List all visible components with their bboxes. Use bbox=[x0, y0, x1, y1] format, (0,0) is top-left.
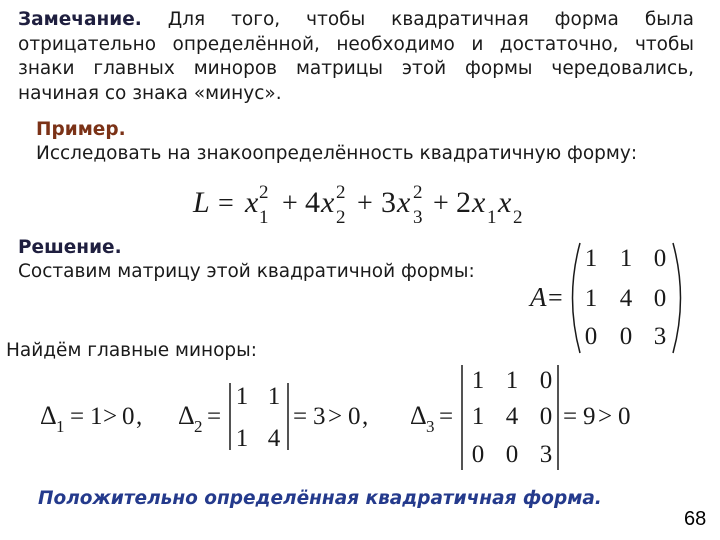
delta-3-symbol: Δ bbox=[410, 401, 427, 430]
delta-1-eq: = bbox=[70, 403, 85, 430]
matrix-a-cell: 3 bbox=[653, 323, 667, 350]
page-number: 68 bbox=[684, 508, 707, 530]
remark-label: Замечание. bbox=[18, 9, 142, 30]
delta-2-cell: 1 bbox=[235, 383, 249, 410]
delta-2-eq2: = bbox=[293, 403, 308, 430]
delta-3-cell: 1 bbox=[505, 367, 519, 394]
delta-1-comma: , bbox=[136, 403, 143, 430]
formula-x1b: x bbox=[472, 186, 486, 219]
solution-text: Составим матрицу этой квадратичной формы: bbox=[18, 261, 475, 282]
delta-3-eq: = bbox=[439, 403, 454, 430]
delta-3-cell: 0 bbox=[471, 441, 485, 468]
formula-x1b-sub: 1 bbox=[487, 207, 497, 228]
minors-text: Найдём главные миноры: bbox=[6, 340, 258, 361]
matrix-a-eq: = bbox=[548, 283, 563, 312]
formula-x2-sub: 2 bbox=[336, 207, 346, 228]
delta-3-zero: 0 bbox=[618, 403, 631, 430]
delta-2-zero: 0 bbox=[348, 403, 361, 430]
delta-3-cell: 1 bbox=[471, 367, 485, 394]
minor-delta-1 bbox=[40, 401, 142, 436]
delta-3-cell: 0 bbox=[539, 367, 553, 394]
delta-2-comma: , bbox=[362, 403, 369, 430]
conclusion: Положительно определённая квадратичная форма. bbox=[38, 488, 602, 509]
delta-2-symbol: Δ bbox=[178, 401, 195, 430]
matrix-a-cell: 0 bbox=[653, 245, 667, 272]
quadratic-form-formula bbox=[192, 182, 523, 228]
remark-line-2: отрицательно определённой, необходимо и достаточно, чтобы bbox=[18, 33, 694, 55]
formula-x2b: x bbox=[498, 186, 512, 219]
formula-plus2: + bbox=[357, 188, 373, 219]
example-text: Исследовать на знакоопределённость квадратичную форму: bbox=[36, 143, 638, 164]
delta-1-sub: 1 bbox=[56, 417, 65, 436]
formula-lhs: L bbox=[193, 186, 210, 219]
remark-line-4: начиная со знака «минус». bbox=[18, 82, 282, 104]
formula-coef-2: 2 bbox=[456, 186, 471, 219]
example-label: Пример. bbox=[36, 119, 126, 140]
delta-3-value: 9 bbox=[583, 403, 596, 430]
matrix-a-cell: 1 bbox=[584, 285, 598, 312]
matrix-a-name: A bbox=[530, 282, 547, 312]
remark-line-3: знаки главных миноров матрицы этой формы чередовались, bbox=[18, 58, 694, 79]
formula-plus1: + bbox=[282, 188, 298, 219]
delta-2-value: 3 bbox=[313, 403, 326, 430]
delta-2-eq: = bbox=[207, 403, 222, 430]
matrix-a-cell: 0 bbox=[653, 285, 667, 312]
formula-x2: x bbox=[321, 186, 335, 219]
delta-2-cell: 4 bbox=[267, 425, 281, 452]
delta-1-value: 1 bbox=[90, 403, 103, 430]
delta-1-zero: 0 bbox=[122, 403, 135, 430]
delta-2-sub: 2 bbox=[194, 417, 203, 436]
matrix-a-cell: 0 bbox=[619, 323, 633, 350]
formula-x2-exp: 2 bbox=[336, 182, 346, 203]
remark-line-1: Замечание. Для того, чтобы квадратичная форма была bbox=[18, 9, 694, 30]
matrix-a-cell: 0 bbox=[584, 323, 598, 350]
minor-delta-2 bbox=[178, 383, 368, 452]
delta-3-cell: 3 bbox=[539, 441, 553, 468]
delta-3-cell: 4 bbox=[505, 403, 519, 430]
formula-x1-exp: 2 bbox=[259, 182, 269, 203]
matrix-a-cell: 1 bbox=[619, 245, 633, 272]
formula-x3-exp: 2 bbox=[413, 182, 423, 203]
delta-3-cell: 0 bbox=[539, 403, 553, 430]
formula-coef-3: 3 bbox=[381, 186, 396, 219]
formula-x2b-sub: 2 bbox=[513, 207, 523, 228]
delta-2-cell: 1 bbox=[267, 383, 281, 410]
formula-x1: x bbox=[245, 186, 259, 219]
formula-plus3: + bbox=[433, 188, 449, 219]
matrix-a bbox=[528, 243, 681, 353]
formula-x3-sub: 3 bbox=[413, 207, 423, 228]
formula-x1-sub: 1 bbox=[259, 207, 269, 228]
delta-3-cell: 0 bbox=[505, 441, 519, 468]
delta-1-gt: > bbox=[103, 403, 118, 430]
minor-delta-3 bbox=[410, 365, 631, 470]
solution-label: Решение. bbox=[18, 237, 122, 258]
matrix-a-cell: 4 bbox=[619, 285, 633, 312]
formula-x3: x bbox=[397, 186, 411, 219]
delta-1-symbol: Δ bbox=[40, 401, 57, 430]
matrix-a-right-paren bbox=[673, 243, 681, 353]
matrix-a-cell: 1 bbox=[584, 245, 598, 272]
delta-2-gt: > bbox=[328, 403, 343, 430]
matrix-a-left-paren bbox=[573, 243, 581, 353]
delta-3-gt: > bbox=[598, 403, 613, 430]
formula-eq: = bbox=[218, 188, 234, 219]
delta-3-sub: 3 bbox=[426, 417, 435, 436]
delta-3-cell: 1 bbox=[471, 403, 485, 430]
delta-2-cell: 1 bbox=[235, 425, 249, 452]
formula-coef-4: 4 bbox=[305, 186, 320, 219]
delta-3-eq2: = bbox=[563, 403, 578, 430]
